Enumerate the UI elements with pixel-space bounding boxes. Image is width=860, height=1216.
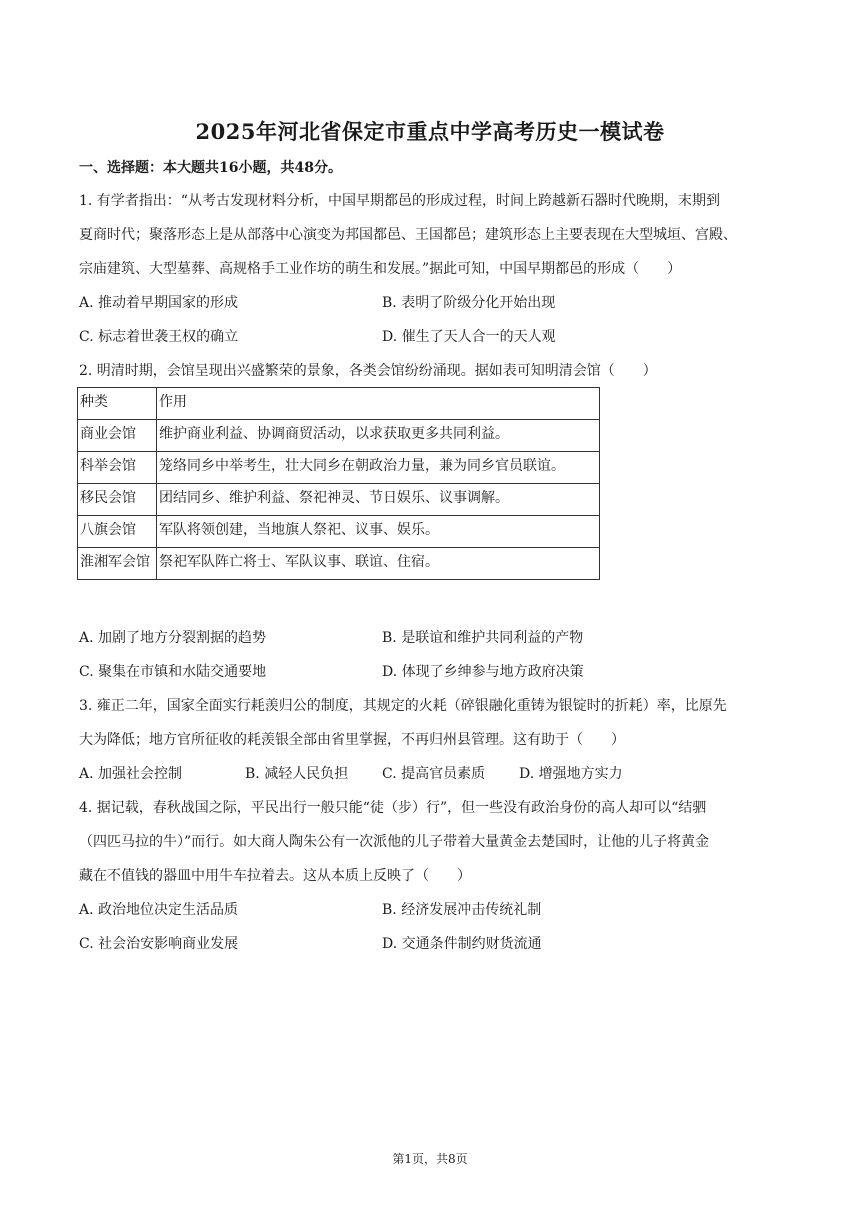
table-cell-role: 祭祀军队阵亡将士、军队议事、联谊、住宿。 [157, 548, 600, 580]
q2-option-c: C. 聚集在市镇和水陆交通要地 [79, 664, 267, 680]
table-row [78, 516, 600, 548]
q1-stem-line1: 1. 有学者指出：“从考古发现材料分析，中国早期都邑的形成过程，时间上跨越新石器时代晚期，末期到 [79, 193, 720, 209]
q4-option-b: B. 经济发展冲击传统礼制 [382, 902, 542, 918]
q2-option-d: D. 体现了乡绅参与地方政府决策 [382, 664, 584, 680]
q3-option-a: A. 加强社会控制 [79, 766, 183, 782]
page-footer: 第1页，共8页 [392, 1152, 468, 1166]
q4-stem-line2: （四匹马拉的牛）”而行。如大商人陶朱公有一次派他的儿子带着大量黄金去楚国时，让他的儿子将黄金 [79, 834, 710, 850]
q4-option-d: D. 交通条件制约财货流通 [382, 936, 542, 952]
table-cell-type: 移民会馆 [78, 484, 157, 516]
exam-title: 2025年河北省保定市重点中学高考历史一模试卷 [195, 119, 665, 144]
q1-option-a: A. 推动着早期国家的形成 [79, 295, 239, 311]
q2-option-a: A. 加剧了地方分裂割据的趋势 [79, 630, 267, 646]
q1-option-b: B. 表明了阶级分化开始出现 [382, 295, 556, 311]
table-cell-type: 科举会馆 [78, 452, 157, 484]
table-cell-type: 淮湘军会馆 [78, 548, 157, 580]
table-cell-type: 商业会馆 [78, 420, 157, 452]
table-cell-type: 八旗会馆 [78, 516, 157, 548]
table-row [78, 452, 600, 484]
table-row [78, 420, 600, 452]
q4-stem-line3: 藏在不值钱的器皿中用牛车拉着去。这从本质上反映了（ ） [79, 868, 471, 884]
table-row [78, 484, 600, 516]
q3-option-d: D. 增强地方实力 [519, 766, 623, 782]
q2-option-b: B. 是联谊和维护共同利益的产物 [382, 630, 584, 646]
q1-option-c: C. 标志着世袭王权的确立 [79, 329, 239, 345]
table-cell-role: 维护商业利益、协调商贸活动，以求获取更多共同利益。 [157, 420, 600, 452]
table-cell-role: 团结同乡、维护利益、祭祀神灵、节日娱乐、议事调解。 [157, 484, 600, 516]
table-header-row [78, 388, 600, 420]
q4-option-a: A. 政治地位决定生活品质 [79, 902, 239, 918]
guild-table [77, 387, 600, 580]
q2-stem: 2. 明清时期，会馆呈现出兴盛繁荣的景象，各类会馆纷纷涌现。据如表可知明清会馆（ ） [79, 363, 657, 379]
q1-stem-line2: 夏商时代；聚落形态上是从部落中心演变为邦国都邑、王国都邑；建筑形态上主要表现在大型城垣、宫殿、 [79, 227, 737, 243]
q3-stem-line2: 大为降低；地方官所征收的耗羡银全部由省里掌握，不再归州县管理。这有助于（ ） [79, 732, 625, 748]
table-cell-role: 军队将领创建，当地旗人祭祀、议事、娱乐。 [157, 516, 600, 548]
q1-option-d: D. 催生了天人合一的天人观 [382, 329, 556, 345]
table-header-cell: 种类 [78, 388, 157, 420]
q1-stem-line3: 宗庙建筑、大型墓葬、高规格手工业作坊的萌生和发展。”据此可知，中国早期都邑的形成（ ） [79, 261, 682, 277]
section-heading: 一、选择题：本大题共16小题，共48分。 [79, 160, 342, 176]
q4-stem-line1: 4. 据记载，春秋战国之际，平民出行一般只能“徒（步）行”，但一些没有政治身份的高人却可以“结驷 [79, 800, 707, 816]
table-row [78, 548, 600, 580]
q3-stem-line1: 3. 雍正二年，国家全面实行耗羡归公的制度，其规定的火耗（碎银融化重铸为银锭时的折耗）率，比原先 [79, 698, 727, 714]
table-header-cell: 作用 [157, 388, 600, 420]
table-cell-role: 笼络同乡中举考生，壮大同乡在朝政治力量，兼为同乡官员联谊。 [157, 452, 600, 484]
q3-option-c: C. 提高官员素质 [382, 766, 486, 782]
q4-option-c: C. 社会治安影响商业发展 [79, 936, 239, 952]
q3-option-b: B. 减轻人民负担 [245, 766, 349, 782]
